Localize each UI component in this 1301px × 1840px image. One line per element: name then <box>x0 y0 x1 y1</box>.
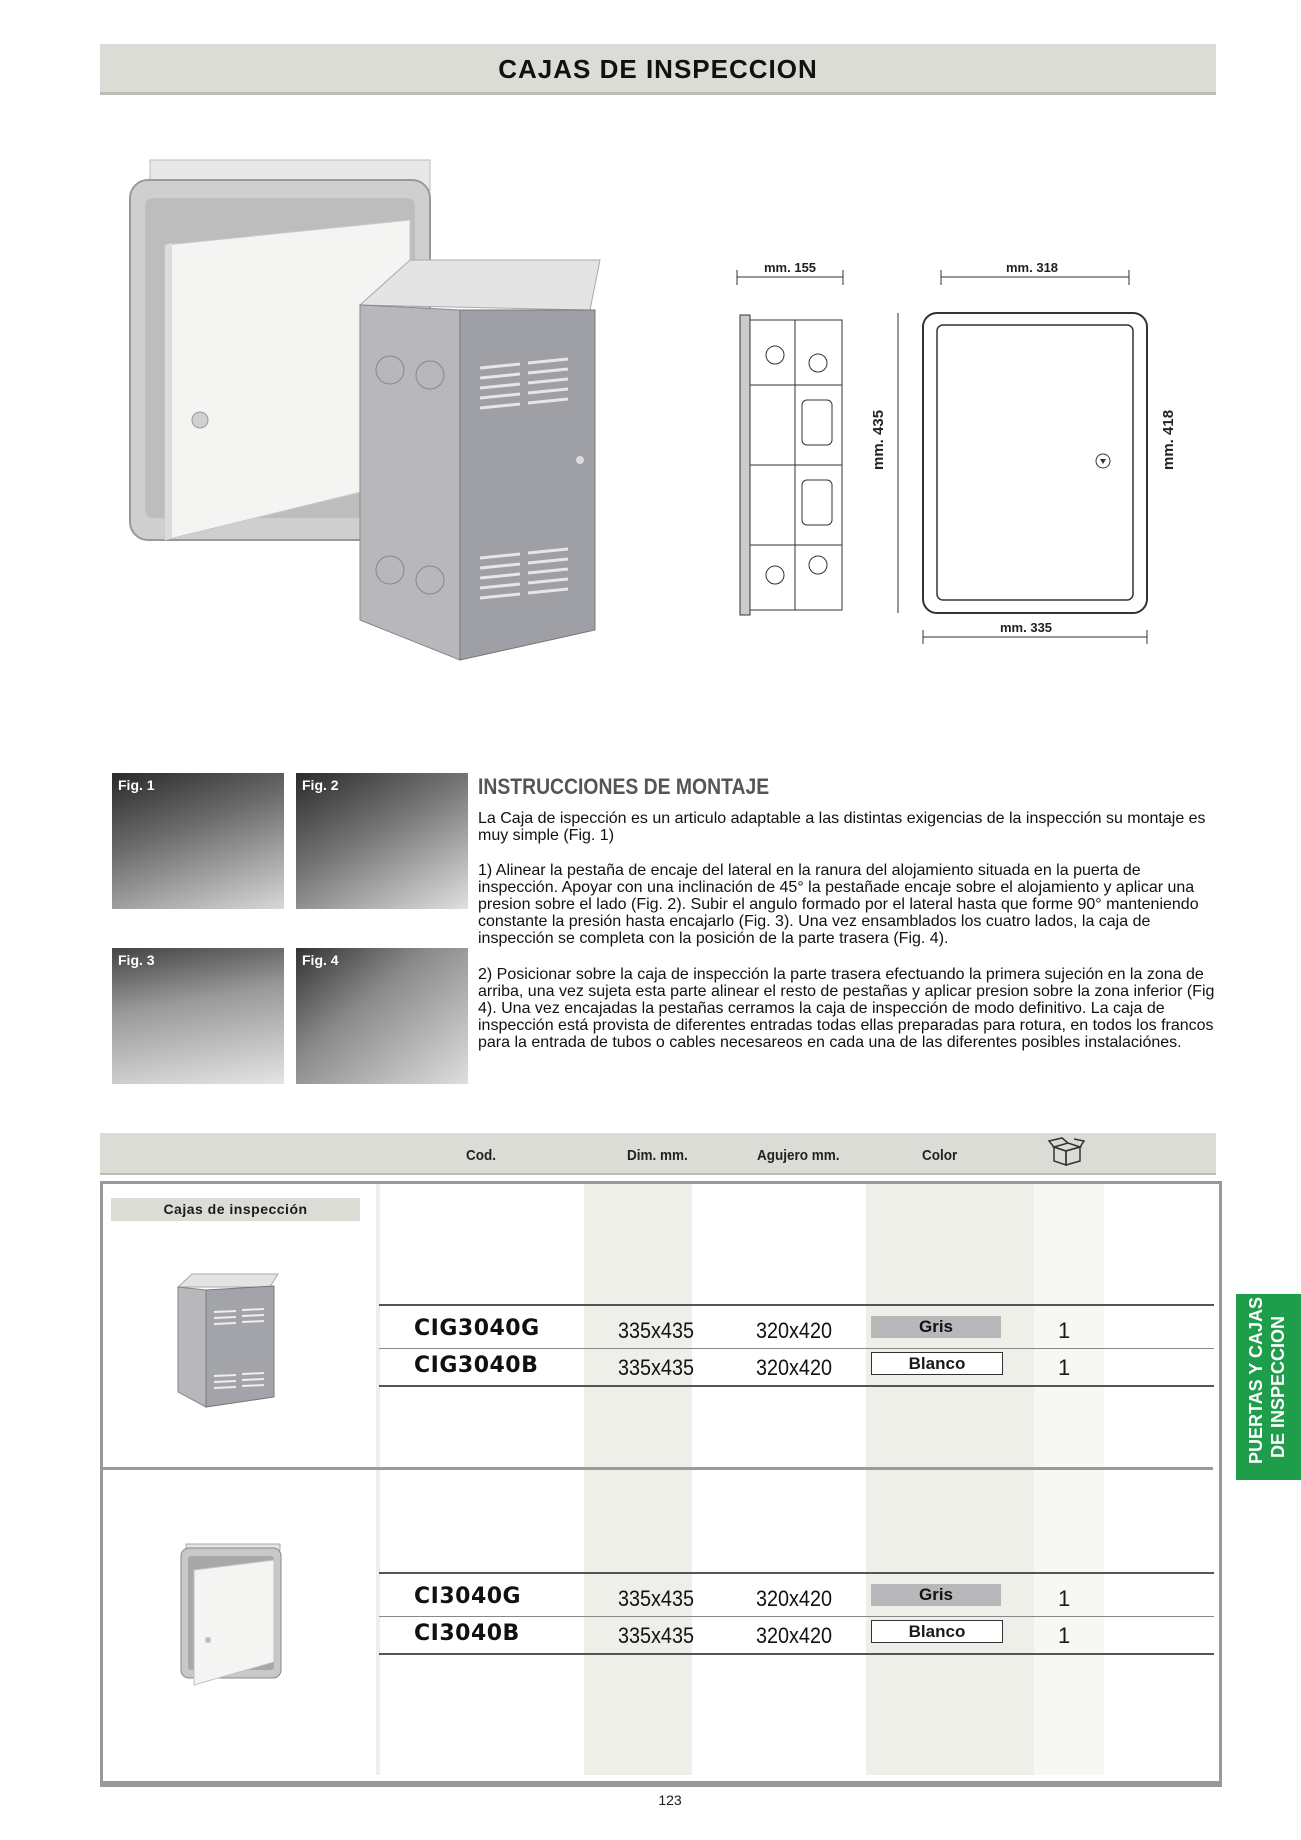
product-hole: 320x420 <box>756 1355 832 1380</box>
row-divider <box>379 1385 1214 1387</box>
row-divider <box>379 1348 1214 1349</box>
color-swatch-blanco: Blanco <box>871 1352 1003 1375</box>
color-swatch-blanco: Blanco <box>871 1620 1003 1643</box>
dim-height-outer-label: mm. 435 <box>870 409 887 470</box>
instructions-paragraph-3: 2) Posicionar sobre la caja de inspección la parte trasera efectuando la primera sujeción en la zona de arriba, una vez sujeta esta parte alinear el resto de pestañas y aplicar presion sobre la zona inferior (Fig 4). Una vez encajadas la pestañas cerramos la caja de inspección de modo definitivo. La caja de inspección está provista de diferentes entradas todas ellas preparadas para rotura, en todos los francos para la entrada de tubos o cables necesareos en cada una de las diferentes posibles instalaciónes. <box>478 966 1215 1051</box>
dim-column-shade <box>584 1184 692 1775</box>
instructions-paragraph-2: 1) Alinear la pestaña de encaje del lateral en la ranura del alojamiento situada en la puerta de inspección. Apoyar con una inclinación de 45° la pestañade encaje sobre el alojamiento y aplicar una presion sobre el lado (Fig. 2). Subir el angulo formado por el lateral hasta que forme 90° manteniendo constante la presión hasta encajarlo (Fig. 3). Una vez ensamblados los cuatro lados, la caja de inspección se completa con la posición de la parte trasera (Fig. 4). <box>478 862 1199 947</box>
color-swatch-gris: Gris <box>871 1584 1001 1606</box>
figure-4 <box>296 948 468 1084</box>
table-header <box>100 1133 1216 1175</box>
product-code: CIG3040G <box>414 1316 540 1341</box>
figure-2-label: Fig. 2 <box>302 777 339 793</box>
side-tab-line-1: PUERTAS Y CAJAS <box>1246 1296 1266 1464</box>
qty-column-shade <box>1034 1184 1104 1775</box>
product-hole: 320x420 <box>756 1586 832 1611</box>
box-icon <box>1046 1137 1086 1169</box>
product-photo <box>120 150 720 670</box>
row-divider <box>379 1304 1214 1306</box>
product-qty: 1 <box>1058 1355 1071 1380</box>
figure-4-label: Fig. 4 <box>302 952 339 968</box>
group-divider <box>103 1467 1213 1470</box>
product-code: CIG3040B <box>414 1353 539 1378</box>
product-dim: 335x435 <box>618 1318 694 1343</box>
color-swatch-gris: Gris <box>871 1316 1001 1338</box>
title-bar <box>100 44 1216 95</box>
dim-width-bottom-label: mm. 335 <box>1000 620 1053 635</box>
instructions-title: INSTRUCCIONES DE MONTAJE <box>478 774 770 799</box>
section-label: Cajas de inspección <box>111 1198 360 1221</box>
product-qty: 1 <box>1058 1586 1071 1611</box>
page-number: 123 <box>658 1792 682 1808</box>
figure-1 <box>112 773 284 909</box>
dim-height-inner-label: mm. 418 <box>1160 409 1177 470</box>
row-divider <box>379 1653 1214 1655</box>
header-hole: Agujero mm. <box>757 1147 840 1164</box>
instructions-paragraph-1: La Caja de ispección es un articulo adaptable a las distintas exigencias de la inspección su montaje es muy simple (Fig. 1) <box>478 810 1206 844</box>
color-column-shade <box>866 1184 1034 1775</box>
product-thumbnail-cig <box>170 1262 310 1412</box>
product-hole: 320x420 <box>756 1623 832 1648</box>
section-side-tab <box>1236 1294 1301 1480</box>
technical-drawing <box>730 255 1170 655</box>
product-code: CI3040B <box>414 1621 520 1646</box>
product-qty: 1 <box>1058 1623 1071 1648</box>
product-dim: 335x435 <box>618 1623 694 1648</box>
figure-3-label: Fig. 3 <box>118 952 155 968</box>
product-qty: 1 <box>1058 1318 1071 1343</box>
row-divider <box>379 1616 1214 1617</box>
figure-3 <box>112 948 284 1084</box>
product-code: CI3040G <box>414 1584 522 1609</box>
row-divider <box>379 1572 1214 1574</box>
header-color: Color <box>922 1147 958 1164</box>
figure-2 <box>296 773 468 909</box>
product-dim: 335x435 <box>618 1355 694 1380</box>
product-hole: 320x420 <box>756 1318 832 1343</box>
dim-depth-label: mm. 155 <box>764 260 817 275</box>
column-divider <box>376 1184 380 1775</box>
side-tab-line-2: DE INSPECCION <box>1268 1315 1288 1458</box>
header-code: Cod. <box>466 1147 496 1164</box>
product-dim: 335x435 <box>618 1586 694 1611</box>
dim-width-top-label: mm. 318 <box>1006 260 1059 275</box>
header-dim: Dim. mm. <box>627 1147 688 1164</box>
page-title: CAJAS DE INSPECCION <box>498 54 818 84</box>
figure-1-label: Fig. 1 <box>118 777 155 793</box>
product-thumbnail-ci <box>178 1540 288 1690</box>
